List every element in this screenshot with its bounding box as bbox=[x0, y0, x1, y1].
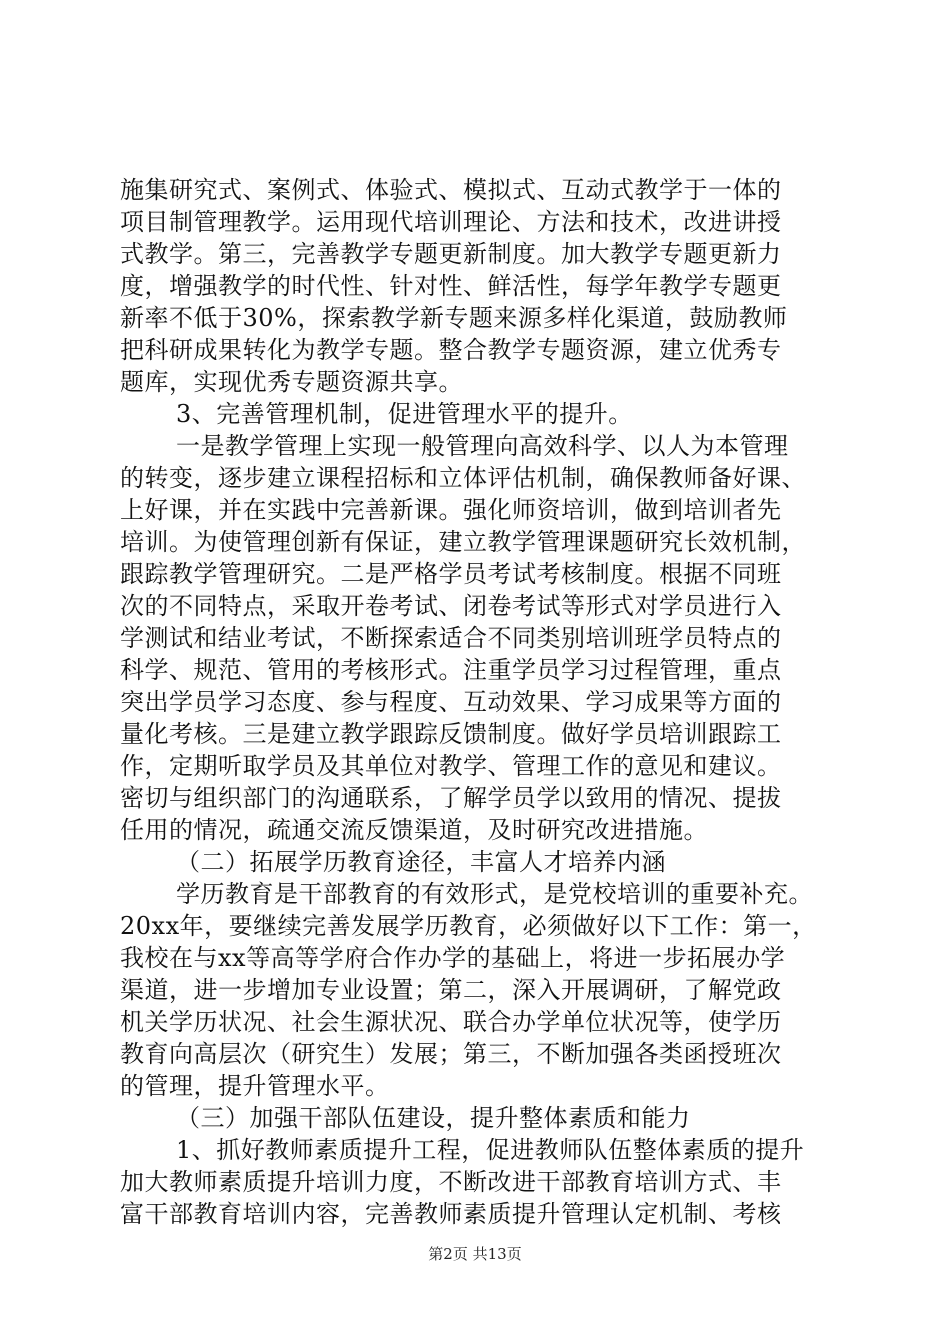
text-line: 的管理，提升管理水平。 bbox=[120, 1072, 390, 1100]
text-line: 施集研究式、案例式、体验式、模拟式、互动式教学于一体的 bbox=[120, 176, 782, 204]
text-line: 题库，实现优秀专题资源共享。 bbox=[120, 368, 463, 396]
text-line: 度，增强教学的时代性、针对性、鲜活性，每学年教学专题更 bbox=[120, 272, 782, 300]
text-line: 1、抓好教师素质提升工程，促进教师队伍整体素质的提升 bbox=[176, 1136, 805, 1164]
text-line: 把科研成果转化为教学专题。整合教学专题资源，建立优秀专 bbox=[120, 336, 782, 364]
text-line: 一是教学管理上实现一般管理向高效科学、以人为本管理 bbox=[176, 432, 789, 460]
text-line: 富干部教育培训内容，完善教师素质提升管理认定机制、考核 bbox=[120, 1200, 782, 1228]
text-line: 任用的情况，疏通交流反馈渠道，及时研究改进措施。 bbox=[120, 816, 708, 844]
text-line: 项目制管理教学。运用现代培训理论、方法和技术，改进讲授 bbox=[120, 208, 782, 236]
text-line: 次的不同特点，采取开卷考试、闭卷考试等形式对学员进行入 bbox=[120, 592, 782, 620]
text-line: 加大教师素质提升培训力度，不断改进干部教育培训方式、丰 bbox=[120, 1168, 782, 1196]
document-body bbox=[120, 174, 832, 1230]
text-line: 跟踪教学管理研究。二是严格学员考试考核制度。根据不同班 bbox=[120, 560, 782, 588]
text-line: 20xx年，要继续完善发展学历教育，必须做好以下工作：第一， bbox=[120, 912, 817, 940]
text-line: 新率不低于30%，探索教学新专题来源多样化渠道，鼓励教师 bbox=[120, 304, 788, 332]
page-footer: 第2页 共13页 bbox=[428, 1245, 522, 1263]
text-line: 突出学员学习态度、参与程度、互动效果、学习成果等方面的 bbox=[120, 688, 782, 716]
text-line: 渠道，进一步增加专业设置；第二，深入开展调研，了解党政 bbox=[120, 976, 782, 1004]
text-line: 式教学。第三，完善教学专题更新制度。加大教学专题更新力 bbox=[120, 240, 782, 268]
text-line: 学历教育是干部教育的有效形式，是党校培训的重要补充。 bbox=[176, 880, 813, 908]
text-line: 教育向高层次（研究生）发展；第三，不断加强各类函授班次 bbox=[120, 1040, 782, 1068]
text-line: 作，定期听取学员及其单位对教学、管理工作的意见和建议。 bbox=[120, 752, 782, 780]
text-line: 密切与组织部门的沟通联系，了解学员学以致用的情况、提拔 bbox=[120, 784, 782, 812]
text-line: 我校在与xx等高等学府合作办学的基础上，将进一步拓展办学 bbox=[120, 944, 786, 972]
text-line: 学测试和结业考试，不断探索适合不同类别培训班学员特点的 bbox=[120, 624, 782, 652]
text-line: （三）加强干部队伍建设，提升整体素质和能力 bbox=[176, 1104, 691, 1132]
text-line: 培训。为使管理创新有保证，建立教学管理课题研究长效机制， bbox=[120, 528, 806, 556]
text-line: 机关学历状况、社会生源状况、联合办学单位状况等，使学历 bbox=[120, 1008, 782, 1036]
text-line: 科学、规范、管用的考核形式。注重学员学习过程管理，重点 bbox=[120, 656, 782, 684]
text-line: 3、完善管理机制，促进管理水平的提升。 bbox=[176, 400, 633, 428]
text-line: 的转变，逐步建立课程招标和立体评估机制，确保教师备好课、 bbox=[120, 464, 806, 492]
text-line: 上好课，并在实践中完善新课。强化师资培训，做到培训者先 bbox=[120, 496, 782, 524]
text-line: （二）拓展学历教育途径，丰富人才培养内涵 bbox=[176, 848, 666, 876]
text-line: 量化考核。三是建立教学跟踪反馈制度。做好学员培训跟踪工 bbox=[120, 720, 782, 748]
